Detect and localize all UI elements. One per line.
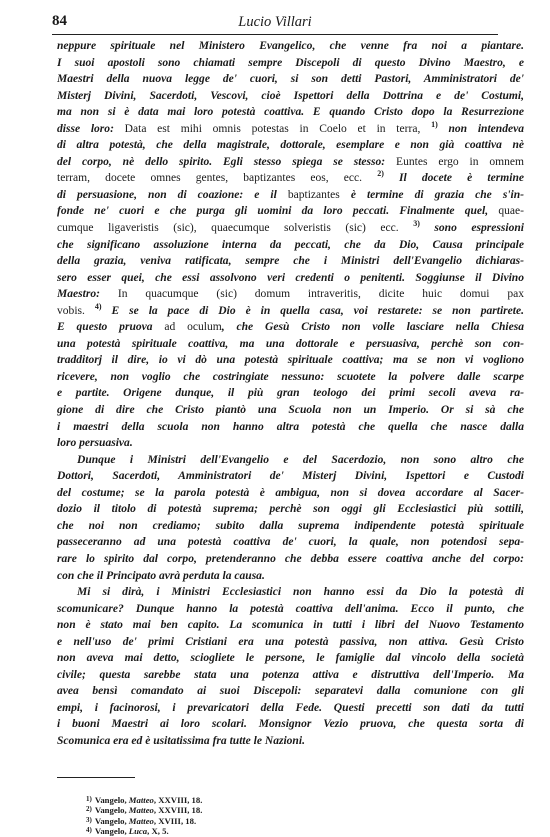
text-line <box>57 203 524 220</box>
text-run: terram, docete omnes gentes, baptizantes eos, ecc. <box>57 172 378 185</box>
text-run: E questo pruova <box>57 321 165 334</box>
footnote <box>86 816 202 826</box>
text-line <box>57 419 524 436</box>
text-line <box>57 187 524 204</box>
footnote-mark: 4) <box>86 826 92 835</box>
text-line <box>57 385 524 402</box>
text-line <box>57 352 524 369</box>
text-line <box>57 452 524 469</box>
footnote-ref: 1) <box>431 120 438 129</box>
text-run: della grazia, veniva ratificata, sempre che i Ministri dell'Evangelio dichiaras- <box>57 255 524 268</box>
body-text <box>57 38 524 750</box>
text-run: di altra potestà, che della magistrale, dottorale, esemplare e non già coattiva nè <box>57 139 524 152</box>
footnote-work: Matteo <box>128 805 154 816</box>
text-run: scomunicare? Dunque hanno la potestà coattiva dell'anima. Ecco il punto, che <box>57 602 524 615</box>
text-line <box>57 733 524 750</box>
text-line <box>57 38 524 55</box>
text-line <box>57 667 524 684</box>
text-run: sero esser quei, che essi assolvono veri credenti o penitenti. Soggiunse il Divino <box>57 271 524 284</box>
footnote-ref: 4) <box>94 302 102 311</box>
text-line <box>57 55 524 72</box>
text-line <box>57 568 524 585</box>
text-line <box>57 303 524 320</box>
text-run: empi, i facinorosi, i prevaricatori della Fede. Questi precetti son dati da tutti <box>57 701 524 714</box>
text-run: I suoi apostoli sono chiamati sempre Discepoli di questo Divino Maestro, e <box>57 56 524 69</box>
text-run: Scomunica era ed è usitatissima fra tutte le Nazioni. <box>57 734 305 747</box>
footnote-reference: , X, 5. <box>147 826 169 837</box>
text-line <box>57 551 524 568</box>
footnotes <box>86 795 202 837</box>
text-run: del costume; se la parola potestà è ambigua, non si dovea accordare al Sacer- <box>57 486 524 499</box>
footnote-work: Matteo <box>128 795 154 805</box>
text-run: , che Gesù Cristo non volle lasciare nella Chiesa <box>221 321 524 334</box>
text-run: Il docete è termine <box>383 172 524 185</box>
text-run: Euntes ergo in omnem <box>396 155 524 168</box>
footnote-ref: 2) <box>377 170 384 179</box>
text-run: E se la pace di Dio è in quella casa, voi restarete: se non partirete. <box>101 304 524 317</box>
text-run: Maestro: <box>57 288 118 301</box>
footnote <box>86 795 202 805</box>
text-run: passeceranno ad una potestà coattiva de' cuori, la quale, non potendosi sepa- <box>57 536 524 549</box>
page-header <box>52 13 498 35</box>
footnote-work: Matteo <box>128 815 154 826</box>
footnote-mark: 2) <box>86 805 92 814</box>
text-run: con che il Principato avrà perduta la causa. <box>57 569 265 582</box>
footnote-reference: , XXVIII, 18. <box>153 805 203 816</box>
text-run: avea bensì comandato ai suoi Discepoli: separatevi dalla comunione con gli <box>57 685 524 698</box>
text-line <box>57 650 524 667</box>
text-run: In quacumque (sic) domum intraveritis, dicite huic domui pax <box>117 288 524 301</box>
footnote-mark: 3) <box>86 815 92 824</box>
text-line <box>57 88 524 105</box>
text-line <box>57 154 524 171</box>
text-line <box>57 683 524 700</box>
text-run: che significano assoluzione interna da peccati, che da Dio, Causa principale <box>57 238 524 251</box>
text-line <box>57 71 524 88</box>
text-line <box>57 485 524 502</box>
text-run: disse loro: <box>57 122 125 135</box>
text-run: loro persuasiva. <box>57 437 133 450</box>
text-run: e partite. Origene dunque, il più gran teologo dei primi secoli aveva ra- <box>57 387 524 400</box>
text-line <box>57 170 524 187</box>
text-run: non aveva mai detto, sciogliete le persone, le famiglie dal vincolo della società <box>57 652 524 665</box>
text-line <box>57 435 524 452</box>
text-run: dozio il titolo di potestà suprema; perchè son oggi gli Ecclesiastici più sottili, <box>57 503 524 516</box>
text-run: Dunque i Ministri dell'Evangelio e del Sacerdozio, non sono altro che <box>77 453 524 466</box>
text-run: ad oculum <box>164 321 222 334</box>
footnote-work: Luca <box>128 826 148 837</box>
footnote-source: Vangelo, <box>94 826 129 837</box>
footnote-reference: , XVIII, 18. <box>153 815 197 826</box>
text-run: è termine di grazia che s'in- <box>339 188 524 201</box>
text-line <box>57 716 524 733</box>
text-run: baptizantes <box>287 188 340 201</box>
text-run: del corpo, nè dello spirito. Egli stesso spiega se stesso: <box>57 155 397 168</box>
footnote-rule <box>57 777 135 778</box>
text-run: ricevere, non voglio che costringiate nessuno: scuotete la polvere dalle scarpe <box>57 370 524 383</box>
text-line <box>57 121 524 138</box>
text-run: Dottori, Sacerdoti, Amministratori de' Misterj Divini, Ispettori e Custodi <box>57 470 524 483</box>
text-line <box>57 601 524 618</box>
text-line <box>57 319 524 336</box>
footnote <box>86 805 202 815</box>
text-line <box>57 369 524 386</box>
text-line <box>57 468 524 485</box>
text-line <box>57 617 524 634</box>
text-run: i maestri della scuola non hanno altra potestà che quella che nasce dalla <box>57 420 524 433</box>
text-run: i buoni Maestri ai loro scolari. Monsignor Vezio pruova, che questa sorta di <box>57 718 524 731</box>
text-line <box>57 137 524 154</box>
text-run: vobis. <box>57 304 95 317</box>
text-run: una potestà spirituale coattiva, ma una dottorale e persuasiva, perchè son con- <box>57 337 524 350</box>
footnote-source: Vangelo, <box>94 805 129 816</box>
text-run: che noi non crediamo; subito dalla suprema indipendente potestà spirituale <box>57 519 524 532</box>
running-title: Lucio Villari <box>238 14 312 30</box>
text-run: tradditorj il dire, io vi dò una potestà spirituale coattiva; ma se non vi vogliono <box>57 354 524 367</box>
text-run: Maestri della nuova legge de' cuori, si son detti Pastori, Amministratori de' <box>57 73 524 86</box>
text-run: civile; questa sarebbe stata una potenza attiva e distruttiva dell'Imperio. Ma <box>57 668 524 681</box>
text-run: non intendeva <box>437 122 524 135</box>
text-run: cumque ligaveristis (sic), quaecumque solveristis (sic) ecc. <box>57 222 414 235</box>
text-line <box>57 584 524 601</box>
text-line <box>57 501 524 518</box>
text-line <box>57 402 524 419</box>
text-line <box>57 700 524 717</box>
text-run: quae- <box>498 205 524 218</box>
text-line <box>57 270 524 287</box>
footnote-reference: , XXVIII, 18. <box>153 795 203 805</box>
text-run: gione di dire che Cristo piantò una Scuola non un Imperio. Or si sà che <box>57 404 524 417</box>
text-run: neppure spirituale nel Ministero Evangelico, che venne fra noi a piantare. <box>57 40 524 52</box>
text-line <box>57 237 524 254</box>
text-line <box>57 286 524 303</box>
text-run: rare lo spirito dal corpo, pretenderanno che debba essere coattiva anche del corpo: <box>57 552 524 565</box>
footnote-source: Vangelo, <box>94 815 129 826</box>
text-run: Mi si dirà, i Ministri Ecclesiastici non hanno essi da Dio la potestà di <box>77 586 524 599</box>
text-line <box>57 104 524 121</box>
text-line <box>57 634 524 651</box>
text-run: sono espressioni <box>419 222 524 235</box>
text-run: Misterj Divini, Sacerdoti, Vescovi, cioè Ispettori della Dottrina e de' Costumi, <box>57 89 524 102</box>
page-number: 84 <box>52 13 67 29</box>
text-line <box>57 220 524 237</box>
footnote-ref: 3) <box>413 220 420 229</box>
footnote <box>86 826 202 836</box>
text-line <box>57 253 524 270</box>
text-run: Data est mihi omnis potestas in Coelo et in terra, <box>124 122 432 135</box>
text-run: fonde ne' cuori e che purga gli uomini da loro peccati. Finalmente quel, <box>57 205 499 218</box>
footnote-source: Vangelo, <box>94 795 129 805</box>
text-line <box>57 336 524 353</box>
text-line <box>57 534 524 551</box>
text-run: ma non si è data mai loro potestà coattiva. E quando Cristo dopo la Resurrezione <box>57 106 524 119</box>
text-run: non è stato mai ben capito. La scomunica in tutti i libri del Nuovo Testamento <box>57 619 524 632</box>
text-run: di persuasione, non di coazione: e il <box>57 188 288 201</box>
text-run: e nell'uso de' primi Cristiani era una potestà passiva, non attiva. Gesù Cristo <box>57 635 524 648</box>
footnote-mark: 1) <box>86 795 92 803</box>
text-line <box>57 518 524 535</box>
header-rule <box>52 34 498 35</box>
